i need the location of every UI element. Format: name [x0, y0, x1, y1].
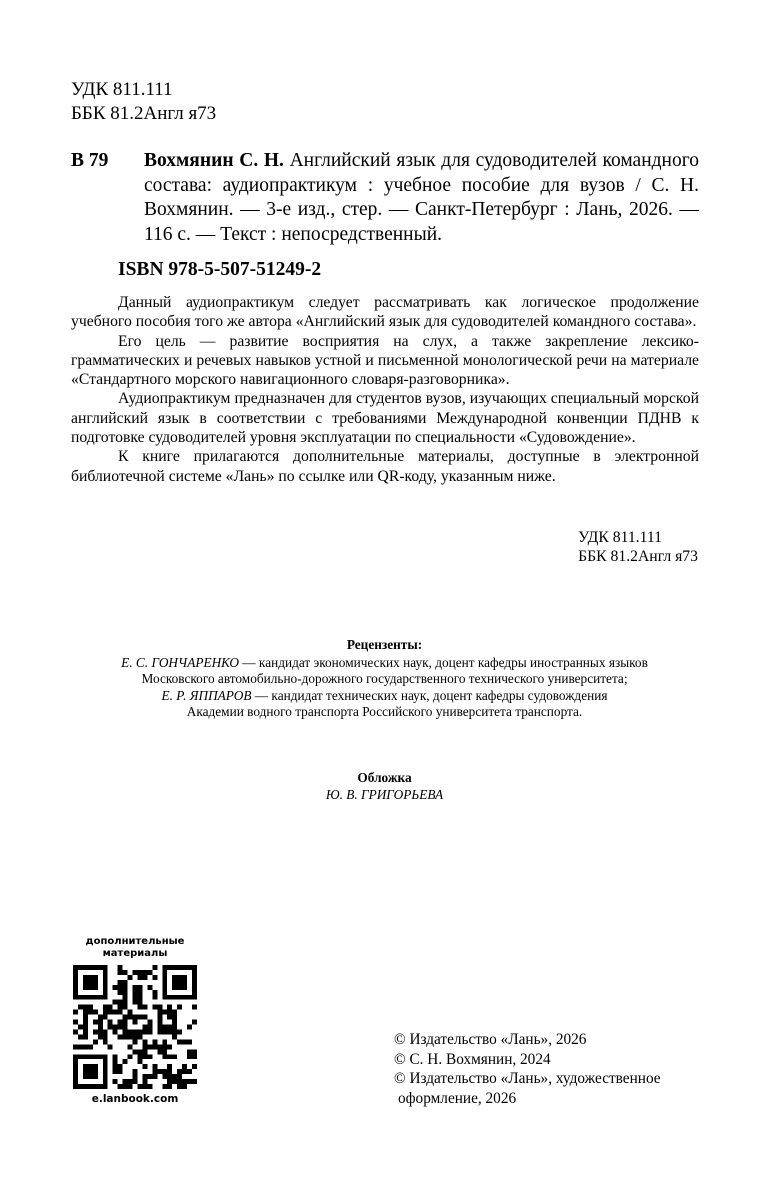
reviewers-block: [40, 637, 729, 721]
reviewer-title: — кандидат технических наук, доцент кафедры судовождения: [251, 687, 608, 703]
reviewers-heading: Рецензенты:: [346, 637, 423, 652]
bbk-code: ББК 81.2Англ я73: [578, 548, 698, 566]
cover-credit: [40, 770, 729, 803]
bibliographic-record: [71, 149, 699, 247]
reviewer-1-affiliation: Московского автомобильно-дорожного государственного технического университета;: [141, 671, 628, 686]
qr-caption-line: материалы: [102, 948, 168, 959]
bottom-classification: [578, 528, 698, 567]
author-name: Вохмянин С. Н.: [144, 150, 284, 171]
reviewer-title: — кандидат экономических наук, доцент кафедры иностранных языков: [238, 654, 648, 670]
qr-caption-line: дополнительные: [85, 936, 185, 947]
abstract: [71, 293, 699, 486]
author-sign: В 79: [71, 150, 109, 171]
udk-code: УДК 811.111: [71, 79, 173, 100]
cover-heading: Обложка: [357, 770, 412, 785]
bbk-code: ББК 81.2Англ я73: [71, 103, 217, 124]
qr-caption: [70, 936, 200, 960]
copyright-line: © Издательство «Лань», 2026: [394, 1031, 587, 1048]
cover-designer: Ю. В. ГРИГОРЬЕВА: [325, 786, 444, 802]
reviewer-1: [40, 655, 729, 672]
reviewer-2-affiliation: Академии водного транспорта Российского университета транспорта.: [186, 704, 583, 719]
copyright-block: [394, 1030, 661, 1108]
bibliographic-description: [118, 149, 699, 247]
copyright-line: © С. Н. Вохмянин, 2024: [394, 1050, 551, 1068]
qr-code-icon[interactable]: [73, 965, 197, 1089]
copyright-line: © Издательство «Лань», художественное: [394, 1070, 661, 1087]
qr-block: [70, 936, 200, 1105]
udk-code: УДК 811.111: [578, 529, 662, 546]
qr-url[interactable]: e.lanbook.com: [91, 1093, 179, 1105]
reviewer-name: Е. Р. ЯППАРОВ: [161, 687, 252, 703]
abstract-paragraph: Его цель — развитие восприятия на слух, а также закрепление лексико-грамматических и речевых навыков устной и письменной монологической речи на материале «Стандартного морского навигационного словаря-разговорника».: [71, 332, 699, 389]
isbn: ISBN 978-5-507-51249-2: [118, 259, 322, 280]
abstract-paragraph: К книге прилагаются дополнительные материалы, доступные в электронной библиотечной системе «Лань» по ссылке или QR-коду, указанным ниже.: [71, 448, 699, 485]
description-text: Английский язык для судоводителей командного состава: аудиопрактикум : учебное пособие для вузов / С. Н. Вохмянин. — 3-е изд., стер. — Санкт-Петербург : Лань, 2026. — 116 с. — Текст : непосредственный.: [144, 150, 699, 245]
copyright-line: оформление, 2026: [398, 1089, 517, 1107]
reviewer-2: [40, 688, 729, 705]
abstract-paragraph: Аудиопрактикум предназначен для студентов вузов, изучающих специальный морской английский язык в соответствии с требованиями Международной конвенции ПДНВ к подготовке судоводителей уровня эксплуатации по специальности «Судовождение».: [71, 390, 699, 447]
top-classification: [71, 78, 216, 126]
abstract-paragraph: Данный аудиопрактикум следует рассматривать как логическое продолжение учебного пособия того же автора «Английский язык для судоводителей командного состава».: [71, 294, 699, 331]
reviewer-name: Е. С. ГОНЧАРЕНКО: [121, 654, 239, 670]
